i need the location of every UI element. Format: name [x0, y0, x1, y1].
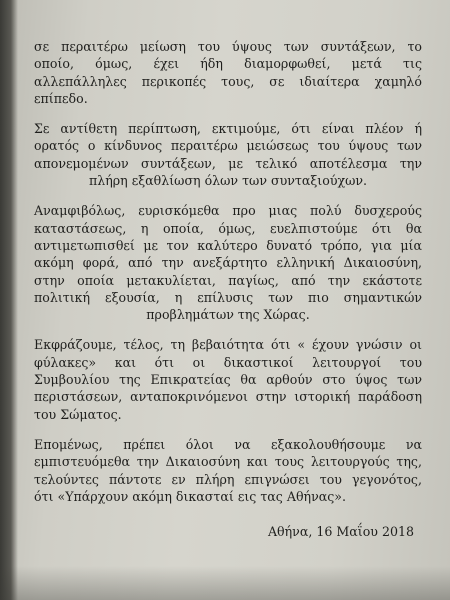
text-line: επίπεδο.	[34, 90, 88, 106]
text-line: πολιτική εξουσία, η επίλυσις των πιο σημαντικών	[34, 289, 422, 305]
text-line: ορατός ο κίνδυνος περαιτέρω μειώσεως του ύψους των	[34, 138, 422, 154]
text-line: εμπιστευόμεθα την Δικαιοσύνη και τους λειτουργούς της,	[34, 454, 422, 470]
text-line: ότι «Υπάρχουν ακόμη δικασταί εις τας Αθήνας».	[34, 488, 347, 504]
text-line: περιστάσεων, ανταποκρινόμενοι στην ιστορική παράδοση	[34, 389, 422, 405]
text-line: τελούντες πάντοτε εν πλήρη επιγνώσει του γεγονότος,	[34, 471, 422, 487]
text-line: Συμβουλίου της Επικρατείας θα αρθούν στο ύψος των	[34, 372, 422, 388]
paragraph-3	[34, 202, 422, 323]
paragraph-5	[34, 436, 422, 505]
paragraph-4	[34, 336, 422, 422]
document-body	[34, 38, 422, 518]
text-line: Αναμφιβόλως, ευρισκόμεθα προ μιας πολύ δυσχερούς	[34, 203, 422, 219]
paragraph-1	[34, 38, 422, 107]
text-line: οποίο, όμως, έχει ήδη διαμορφωθεί, μετά τις	[34, 56, 422, 72]
text-line: καταστάσεως, η οποία, όμως, ευελπιστούμε ότι θα	[34, 220, 422, 236]
bottom-shadow	[0, 566, 450, 600]
text-line: Εκφράζουμε, τέλος, τη βεβαιότητα ότι « έχουν γνώσιν οι	[34, 337, 422, 353]
text-line: σε περαιτέρω μείωση του ύψους των συντάξεων, το	[34, 39, 422, 54]
text-line: φύλακες» και ότι οι δικαστικοί λειτουργοί του	[34, 354, 422, 370]
text-line: πλήρη εξαθλίωση όλων των συνταξιούχων.	[88, 173, 368, 189]
text-line: αντιμετωπισθεί με τον καλύτερο δυνατό τρόπο, για μία	[34, 237, 422, 253]
text-line: αλλεπάλληλες περικοπές τους, σε ιδιαίτερα χαμηλό	[34, 73, 422, 89]
text-line: του Σώματος.	[34, 406, 122, 422]
place-date-signature: Αθήνα, 16 Μαΐου 2018	[267, 524, 414, 539]
text-line: ακόμη φορά, από την ανεξάρτητο ελληνική Δικαιοσύνη,	[34, 255, 422, 271]
paragraph-2	[34, 120, 422, 189]
text-line: στην οποία μετακυλίεται, παγίως, από την εκάστοτε	[34, 272, 422, 288]
binding-shadow	[0, 0, 18, 600]
text-line: απονεμομένων συντάξεων, με τελικό αποτέλεσμα την	[34, 155, 422, 171]
text-line: Επομένως, πρέπει όλοι να εξακολουθήσουμε να	[34, 436, 422, 452]
text-line: προβλημάτων της Χώρας.	[146, 307, 310, 323]
text-line: Σε αντίθετη περίπτωση, εκτιμούμε, ότι είναι πλέον ή	[34, 121, 422, 137]
